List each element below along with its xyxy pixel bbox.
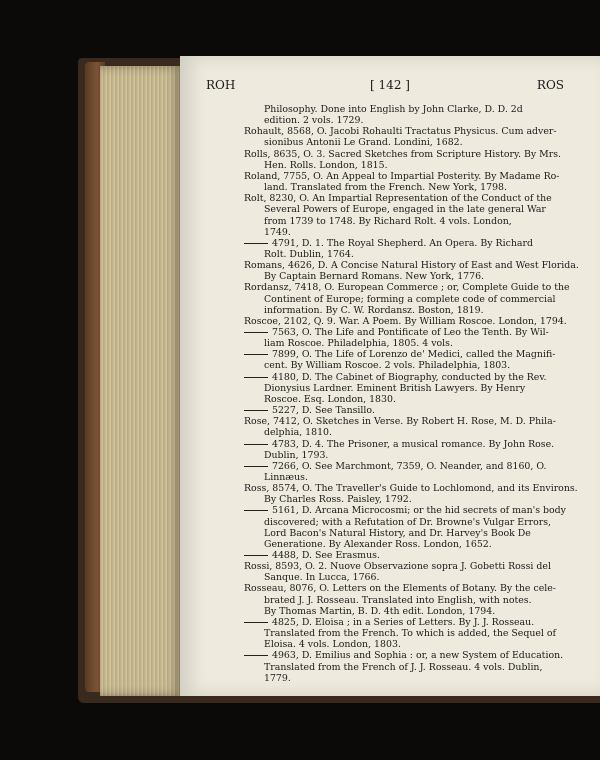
entry-line [264,294,600,305]
entry-text: 4180, D. The Cabinet of Biography, conducted by the Rev. [272,371,547,383]
entry-line [264,472,600,483]
entry-text: Roland, 7755, O. An Appeal to Impartial Posterity. By Madame Ro- [244,170,560,182]
entry-line [264,227,600,238]
entry-text: Philosophy. Done into English by John Clarke, D. D. 2d [264,104,523,115]
entry-line [244,349,600,360]
entry-line [244,550,600,561]
entry-text: sionibus Antonii Le Grand. Londini, 1682. [264,137,463,149]
entry-line [264,628,600,639]
ditto-dash [244,655,268,656]
entry-line [264,595,600,606]
entry-line [264,673,600,684]
entry-line [264,305,600,316]
entry-text: Rolls, 8635, O. 3. Sacred Sketches from Scripture History. By Mrs. [244,148,561,160]
entry-text: Rordansz, 7418, O. European Commerce ; or, Complete Guide to the [244,282,570,294]
entry-text: cent. By William Roscoe. 2 vols. Philadelphia, 1803. [264,360,511,372]
ditto-dash [244,466,268,467]
entry-text: delphia, 1810. [264,427,332,439]
entry-line [264,662,600,673]
entry-line [264,271,600,282]
entry-line [264,204,600,215]
entry-text: Lord Bacon's Natural History, and Dr. Harvey's Book De [264,527,531,539]
entry-line [244,238,600,249]
entry-line [244,505,600,516]
entry-text: 5227, D. See Tansillo. [272,405,375,417]
entry-text: land. Translated from the French. New York, 1798. [264,182,507,194]
entry-line [244,650,600,661]
entry-text: 7899, O. The Life of Lorenzo de' Medici, called the Magnifi- [272,349,556,361]
entry-text: Linnæus. [264,471,308,483]
entry-text: Continent of Europe; forming a complete code of commercial [264,293,556,305]
entry-line [244,416,600,427]
entry-text: By Thomas Martin, B. D. 4th edit. London, 1794. [264,605,496,617]
entry-line [264,338,600,349]
entry-text: liam Roscoe. Philadelphia, 1805. 4 vols. [264,338,453,350]
entry-line [244,193,600,204]
running-header [180,78,600,96]
entry-line [264,450,600,461]
page-edges [100,66,182,696]
entry-text: from 1739 to 1748. By Richard Rolt. 4 vols. London, [264,215,512,227]
entry-text: Several Powers of Europe, engaged in the late general War [264,204,546,216]
entry-line [264,216,600,227]
entry-line [264,517,600,528]
entry-line [244,461,600,472]
entry-text: discovered; with a Refutation of Dr. Browne's Vulgar Errors, [264,516,551,528]
page-number: [ 142 ] [370,78,410,92]
entry-text: Hen. Rolls. London, 1815. [264,159,388,171]
entry-text: Eloisa. 4 vols. London, 1803. [264,639,401,651]
entry-line [264,528,600,539]
entry-line [264,249,600,260]
entry-line [244,282,600,293]
entry-text: Dionysius Lardner. Eminent British Lawyers. By Henry [264,382,526,394]
entry-text: Rose, 7412, O. Sketches in Verse. By Robert H. Rose, M. D. Phila- [244,416,556,428]
header-right: ROS [536,78,564,92]
entry-text: Sanque. In Lucca, 1766. [264,572,380,584]
entry-line [264,539,600,550]
entry-line [264,606,600,617]
entry-text: Generatione. By Alexander Ross. London, 1652. [264,538,492,550]
entry-line [264,572,600,583]
entry-line [244,260,600,271]
entry-text: Romans, 4626, D. A Concise Natural History of East and West Florida. [244,260,579,272]
entry-line [264,137,600,148]
entry-text: Ross, 8574, O. The Traveller's Guide to Lochlomond, and its Environs. [244,483,578,495]
entry-text: 4825, D. Eloisa ; in a Series of Letters. By J. J. Rosseau. [272,616,535,628]
entry-line [264,427,600,438]
ditto-dash [244,332,268,333]
entry-line [244,439,600,450]
entry-text: Rolt, 8230, O. An Impartial Representation of the Conduct of the [244,193,552,205]
entry-text: 4963, D. Emilius and Sophia : or, a new System of Education. [272,650,564,662]
entry-line [264,639,600,650]
entry-line [264,360,600,371]
entry-text: By Captain Bernard Romans. New York, 1776. [264,271,485,283]
entry-text: 1749. [264,226,291,238]
entry-line [264,494,600,505]
entry-text: Roscoe, 2102, Q. 9. War. A Poem. By William Roscoe. London, 1794. [244,315,567,327]
entry-line [244,617,600,628]
entry-line [244,583,600,594]
book-page [180,56,600,696]
ditto-dash [244,354,268,355]
ditto-dash [244,410,268,411]
entry-text: Translated from the French of J. J. Rosseau. 4 vols. Dublin, [264,661,543,673]
entry-text: By Charles Ross. Paisley, 1792. [264,494,412,506]
ditto-dash [244,622,268,623]
entry-line [264,115,600,126]
entry-line [264,383,600,394]
ditto-dash [244,243,268,244]
entry-text: 5161, D. Arcana Microcosmi; or the hid secrets of man's body [272,505,566,517]
entry-text: Translated from the French. To which is added, the Sequel of [264,628,557,640]
ditto-dash [244,444,268,445]
entry-line [244,327,600,338]
entry-text: brated J. J. Rosseau. Translated into English, with notes. [264,594,532,606]
entry-line [244,372,600,383]
entry-line [264,104,600,115]
entry-text: Roscoe. Esq. London, 1830. [264,393,396,405]
ditto-dash [244,555,268,556]
entry-line [264,160,600,171]
entry-line [244,405,600,416]
entry-text: 4783, D. 4. The Prisoner, a musical romance. By John Rose. [272,438,555,450]
entry-line [264,394,600,405]
entry-text: 4791, D. 1. The Royal Shepherd. An Opera. By Richard [272,237,533,249]
entry-line [244,149,600,160]
entry-text: edition. 2 vols. 1729. [264,115,364,127]
entry-text: 7563, O. The Life and Pontificate of Leo the Tenth. By Wil- [272,327,549,338]
entry-text: Rossi, 8593, O. 2. Nuove Observazione sopra J. Gobetti Rossi del [244,561,551,573]
entry-line [244,483,600,494]
entry-text: Rolt. Dublin, 1764. [264,248,354,260]
entry-text: 7266, O. See Marchmont, 7359, O. Neander, and 8160, O. [272,460,547,472]
entry-text: 4488, D. See Erasmus. [272,550,380,561]
entry-line [264,182,600,193]
entry-text: information. By C. W. Rordansz. Boston, 1819. [264,304,484,316]
ditto-dash [244,377,268,378]
entry-text: Dublin, 1793. [264,449,329,461]
entry-text: Rosseau, 8076, O. Letters on the Elements of Botany. By the cele- [244,583,556,595]
entry-line [244,126,600,137]
ditto-dash [244,510,268,511]
header-left: ROH [206,78,236,92]
entry-text: 1779. [264,672,291,684]
entry-line [244,171,600,182]
entry-line [244,316,600,327]
entry-line [244,561,600,572]
entry-text: Rohault, 8568, O. Jacobi Rohaulti Tractatus Physicus. Cum adver- [244,126,557,138]
